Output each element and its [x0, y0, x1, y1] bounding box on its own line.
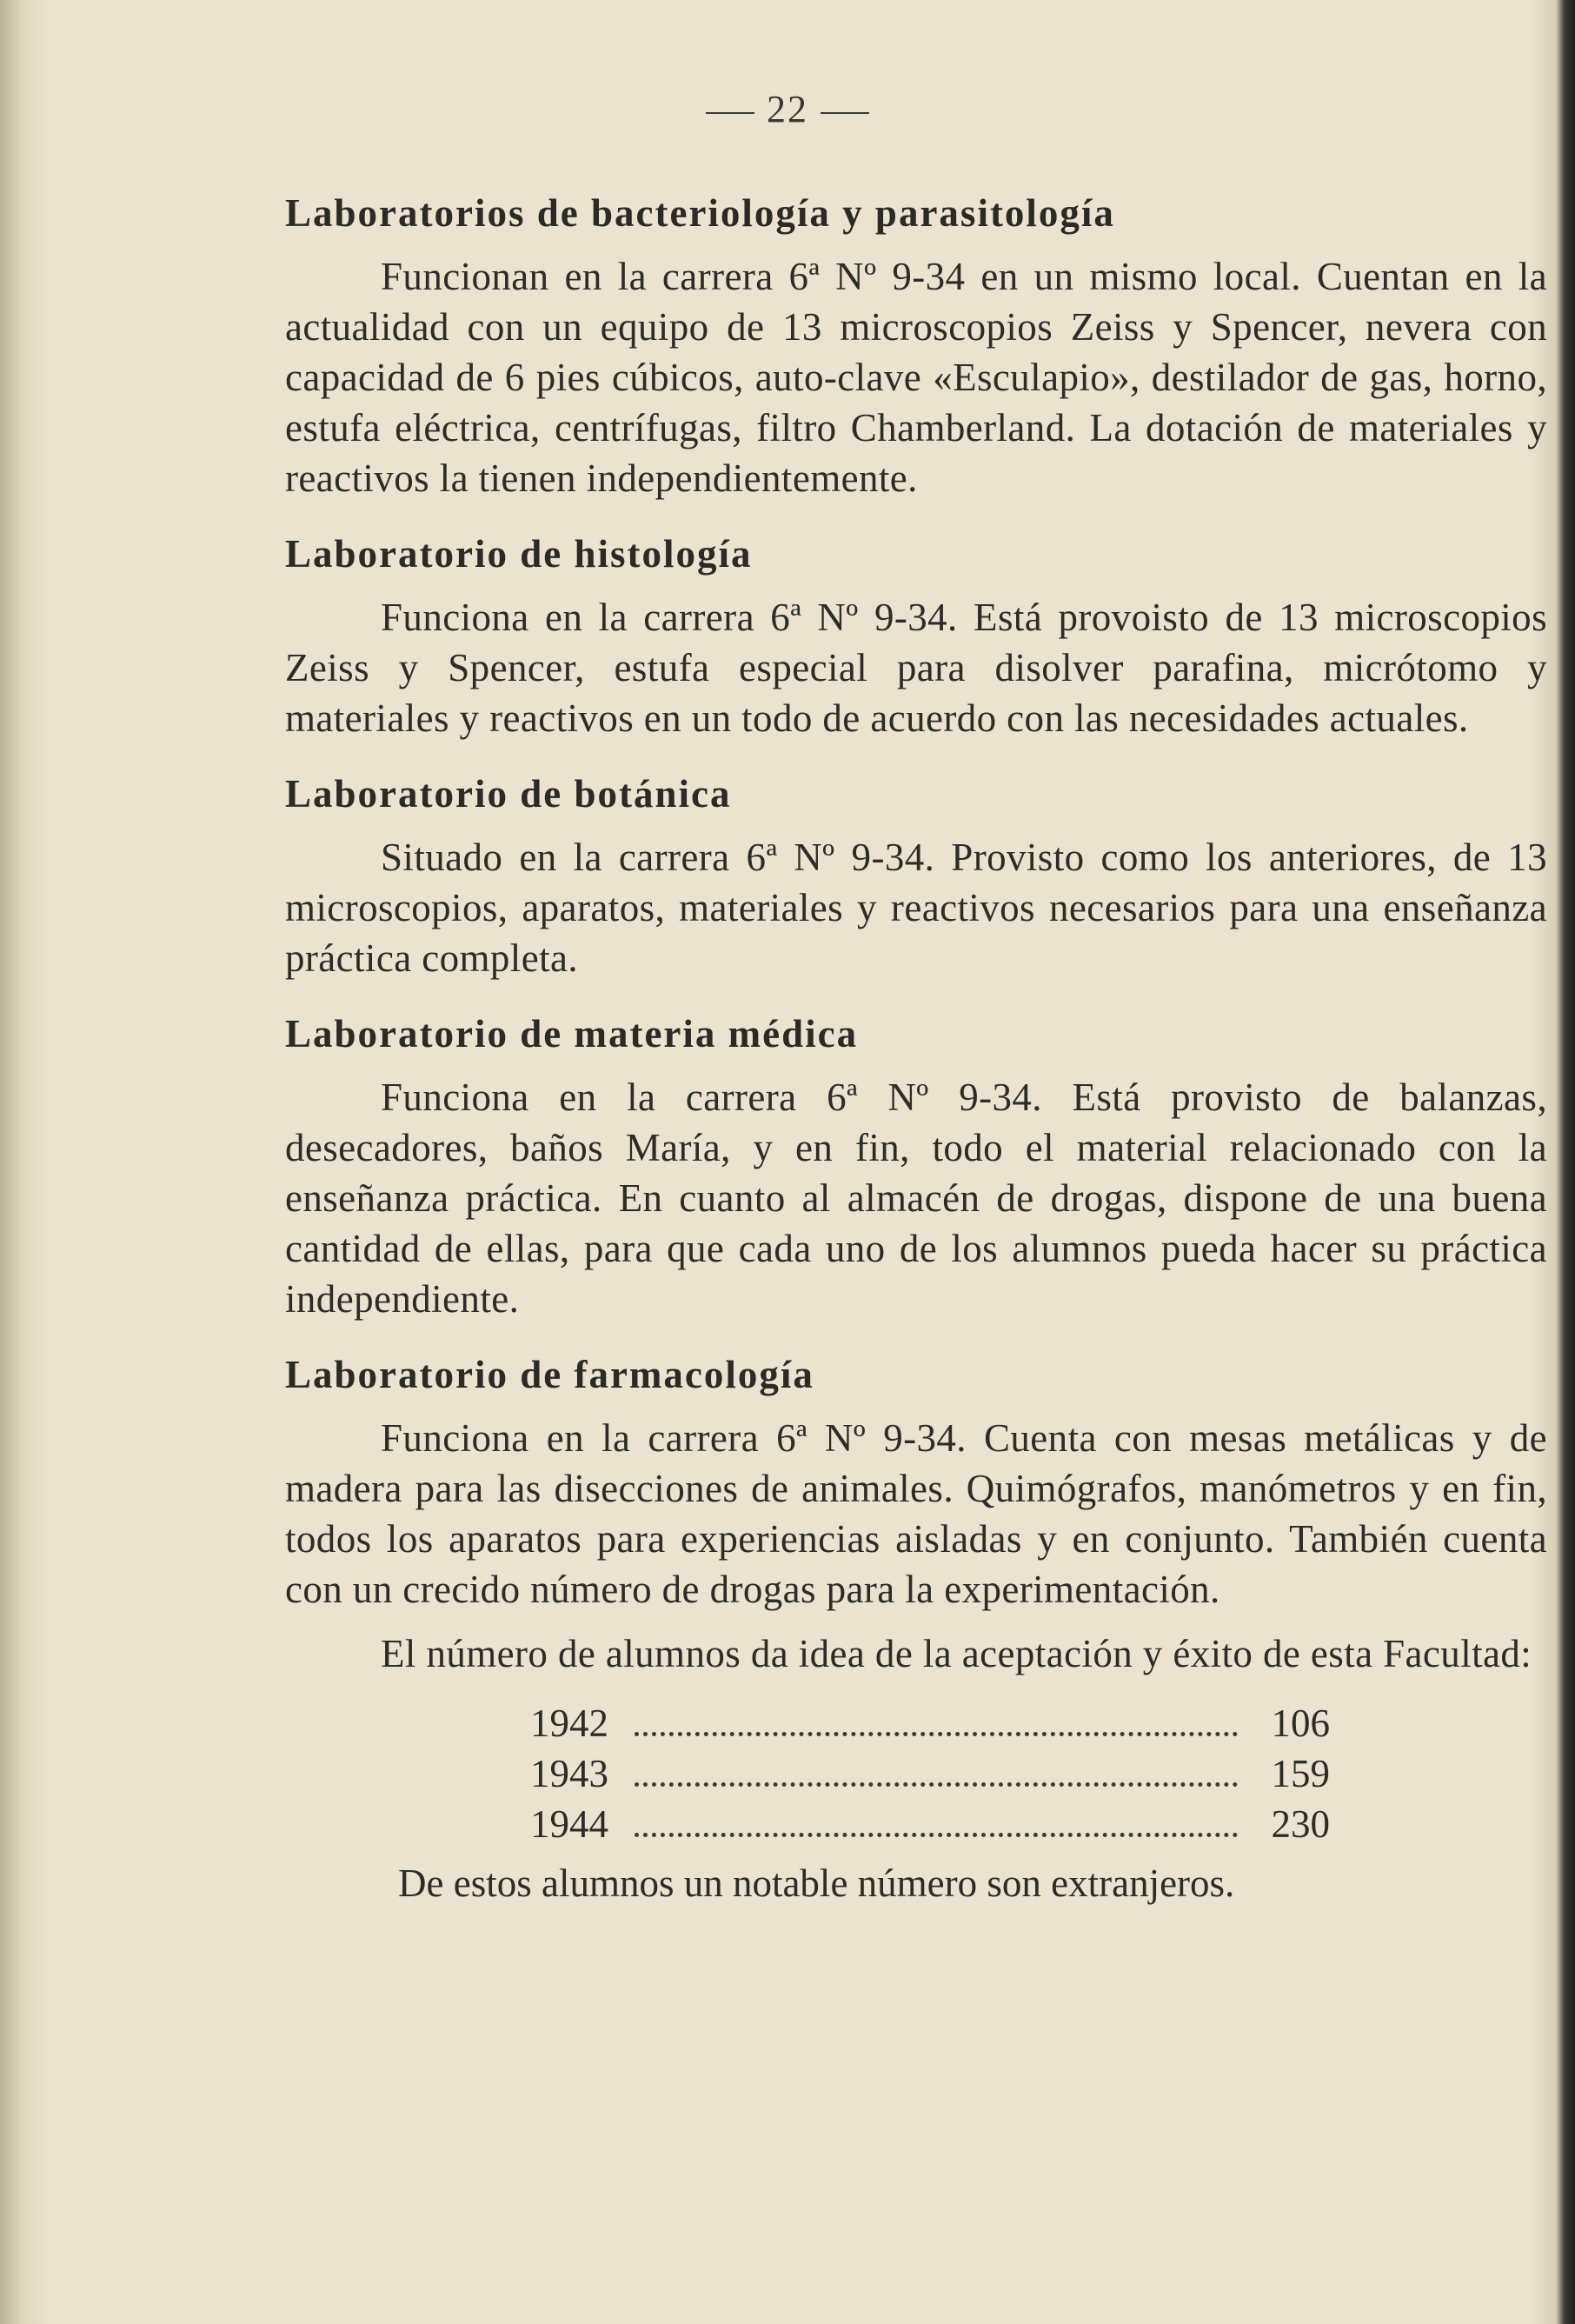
section-paragraph: Funciona en la carrera 6ª Nº 9-34. Cuenta con mesas metálicas y de madera para las disecciones de animales. Quimógrafos, manómetros y en fin, todos los aparatos para experiencias aisladas y en conjunto. También cuenta con un crecido número de drogas para la experimentación.: [285, 1416, 1547, 1611]
section-botanica: [285, 768, 1547, 983]
enrollment-count: 230: [1271, 1802, 1330, 1846]
enrollment-year: 1943: [530, 1752, 608, 1795]
enrollment-year: 1944: [530, 1802, 608, 1846]
enrollment-year: 1942: [530, 1701, 608, 1745]
section-title: Laboratorio de farmacología: [285, 1353, 814, 1396]
section-paragraph: Funcionan en la carrera 6ª Nº 9-34 en un mismo local. Cuentan en la actualidad con un equipo de 13 microscopios Zeiss y Spencer, nevera con capacidad de 6 pies cúbicos, auto-clave «Esculapio», destilador de gas, horno, estufa eléctrica, centrífugas, filtro Chamberland. La dotación de materiales y reactivos la tienen independientemente.: [285, 255, 1547, 500]
page-number-value: 22: [767, 88, 808, 130]
page-gutter-shadow: [0, 0, 19, 2324]
section-title: Laboratorio de botánica: [285, 772, 732, 816]
enrollment-count: 159: [1271, 1752, 1330, 1795]
dot-leader: [635, 1731, 1238, 1736]
section-title: Laboratorios de bacteriología y parasitología: [285, 191, 1115, 235]
enrollment-intro: El número de alumnos da idea de la aceptación y éxito de esta Facultad:: [381, 1632, 1532, 1675]
enrollment-table: [530, 1698, 1330, 1849]
enrollment-row: [530, 1799, 1330, 1849]
section-title: Laboratorio de materia médica: [285, 1012, 859, 1055]
dot-leader: [635, 1832, 1238, 1837]
section-bacteriologia: [285, 187, 1547, 503]
closing-sentence: De estos alumnos un notable número son extranjeros.: [398, 1861, 1235, 1905]
section-paragraph: Situado en la carrera 6ª Nº 9-34. Provisto como los anteriores, de 13 microscopios, aparatos, materiales y reactivos necesarios para una enseñanza práctica completa.: [285, 836, 1547, 980]
section-paragraph: Funciona en la carrera 6ª Nº 9-34. Está provoisto de 13 microscopios Zeiss y Spencer, estufa especial para disolver parafina, micrótomo y materiales y reactivos en un todo de acuerdo con las necesidades actuales.: [285, 596, 1547, 740]
page-number: [0, 87, 1575, 131]
section-materia-medica: [285, 1008, 1547, 1324]
section-histologia: [285, 528, 1547, 743]
page-body: [285, 187, 1547, 1933]
folio-dash-right: [821, 112, 869, 114]
dot-leader: [635, 1781, 1238, 1787]
folio-dash-left: [706, 112, 754, 114]
enrollment-row: [530, 1698, 1330, 1748]
enrollment-count: 106: [1271, 1701, 1330, 1745]
section-farmacologia: [285, 1348, 1547, 1908]
section-paragraph: Funciona en la carrera 6ª Nº 9-34. Está provisto de balanzas, desecadores, baños María, y en fin, todo el material relacionado con la enseñanza práctica. En cuanto al almacén de drogas, dispone de una buena cantidad de ellas, para que cada uno de los alumnos pueda hacer su práctica independiente.: [285, 1075, 1547, 1321]
section-title: Laboratorio de histología: [285, 532, 753, 576]
enrollment-row: [530, 1748, 1330, 1799]
